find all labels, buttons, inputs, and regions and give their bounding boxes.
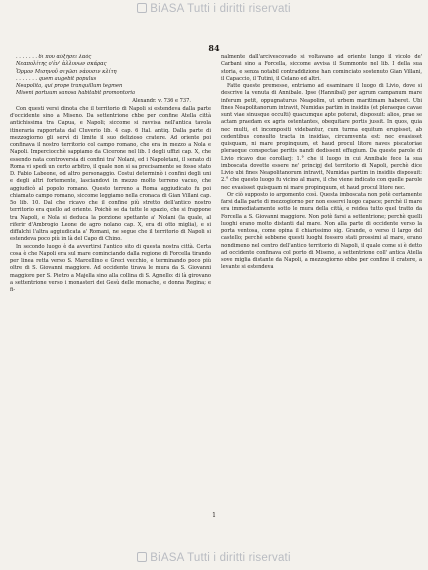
verse-citation: Alexandr. v. 736 e 737.	[132, 97, 191, 104]
watermark-logo-icon	[137, 3, 147, 13]
verse-line: Νεαπολίτης ο'ἐν' ἀλλυνων σκάρας	[16, 61, 107, 68]
verse-line: . . . . . . . δι που αὐξήσει λαὸς	[16, 54, 92, 60]
signature-mark: 1	[212, 512, 216, 519]
paragraph: nalmente dall'arcivescovado si voltavano ad oriente lungo il vicolo de' Carbani sino a Forcella, siccome avvisa il Summonte nel lib. I della sua storia, e senza notabil contraddizione han cominciato sostenuto Gian Villani, il Capaccio, il Tutini, il Celano ed altri.	[221, 54, 422, 82]
right-column	[221, 54, 422, 534]
paragraph: In secondo luogo è da avvertirsi l'antico sito di questa nostra città. Certa cosa è che Napoli era sul mare cominciando dalla regione di Forcella tirando per linea retta verso S. Marcellino e Greci vecchio, e terminando poco più oltre di S. Giovanni maggiore. Ad occidente tirava le mura da S. Giovanni maggiore per S. Pietro a Majella sino alla collina di S. Agnello: di là girovano a settentrione verso i monasteri dei Gesù delle monache, e donna Regina; e fi-	[10, 243, 211, 293]
page-number: 84	[208, 43, 220, 53]
watermark-text: BiASA Tutti i diritti riservati	[150, 552, 291, 564]
paragraph: Or ciò supposto io argomento così. Questa imboscata non potè certamente farsi dalla parte di mezzogiorno per non esservi luogo capace; perchè il mare era immediatamente sotto le mura della città, e reidea tutto quel tratto da Forcella a S. Giovanni maggiore. Non potè farsi a settentrione; perchè quelli luoghi erano molto distanti dal mare. Non alla parte di occidente verso la porta ventosa, come opina il chiarissimo sig. Grande, o verso il largo del castello; perchè sebbene questi luoghi fossero stati prossimi al mare, erano nondimeno nel centro dell'antico territorio di Napoli, il quale come si è detto ad occidente confinava col porto di Miseno, a settentrione coll' antica Atella sove miglia distante da Napoli, a mezzogiorno ebbe per confine il cratere, a levante si estendeva	[221, 191, 422, 271]
watermark-top	[0, 3, 428, 15]
verse-line: Ὄρμον Μισηνοῦ σιγῶσι νάουσιν κλίτη	[16, 68, 117, 75]
text-columns	[10, 54, 422, 534]
paragraph: Fatte queste premesse, entriamo ad esaminare il luogo di Livio, dove si descrive la venuta di Annibale. Ipse (Hannibal) per agrum campanum mare inferum petit, oppugnaturus Neapolim, ut urbem maritimam haberet. Ubi fines Neapolitanorum intravit, Numidas partim in insidiis (et pleraeque cavae sunt viae sinusque occulti) quacumque apte poterat, disposuit: alios, prae se actam praedam ex agris ostentantes, obequitare portis jussit. In quos, quia nec multi, et incompositi videbantur, cum turma equitum erupisset, ab cedentibus consulto tracta in insidias, circumventa est: nec evasisset quisquam, ni mare propinquum, et haud procul litore naves piscatoriae pleraeque conspectae peritis nandi dedissent effugium. Da queste parole di Livio ricavo due corollarj: 1.° che il luogo in cui Annibale fece la sua imboscata dovette essere ne' principj del territorio di Napoli, perchè dice Livio ubi fines Neapolitanorum intravit, Numidas partim in insidiis disposuit: 2.° che questo luogo fu vicino al mare, il che viene indicato con quelle parole nec evasisset quisquam ni mare propinquum, et haud procul litore nec.	[221, 83, 422, 191]
verse-line: . . . . . . . quem augebit populus	[16, 75, 97, 82]
watermark-bottom	[0, 552, 428, 564]
paragraph: Con questi versi dinota che il territorio di Napoli si estendeva dalla parte d'occidente sino a Miseno. Da settentrione chbe per confine Atella città antichissima tra Capua, e Napoli; siccome si ravvisa nell'antica tavola itineraria rapportata dal Cluverio lib. 4 cap. 6 Ital. antiq. Dalla parte di mezzogiorno gli servì di limite il suo delizioso cratere. Ad oriente poi confinava il nostro territorio col campo romano, che era in mezzo a Nola e Napoli. Imperciocchè sappiamo da Cicerone nel lib. I degli uffizi cap. X, che essendo nata controversia di confini tra' Nolani, ed i Napoletani, il senato di Roma vi spedì un certo arbitro, il quale non si sa precisamente se fosse stato D. Fabio Labeone, od altro personaggio. Costui determinò i confini degli uni e degli altri fortemente, lasciandovi in mezzo molto terreno vacuo, che aggiudicò al popolo romano. Questo terreno a Roma aggiudicato fu poi chiamato campo romano, siccome leggiamo nella cronaca di Gian Villani cap. 5o lib. 10. Dal che ricavo che il confine più stretto dell'antico nostro territorio era quello ad oriente. Poichè se da tutte le spazio, che si frappone tra Napoli, e Nola si deduca la porzione spettante a' Nolani (la quale, al riferir d'Ambrogio Leone de agro nolano cap. X, era di otto miglia), e si diffalchi l'altra aggiudicata a' Romani, ne segue che il territorio di Napoli si estendeva poco più in là del Capo di Chino.	[10, 105, 211, 243]
watermark-logo-icon	[137, 552, 147, 562]
left-column	[10, 54, 211, 534]
verse-line: Miseni portuum sanosa habitabit promontoria	[16, 90, 136, 97]
watermark-text: BiASA Tutti i diritti riservati	[150, 3, 291, 15]
verse-line: Neapolita, qui prope tranquillum tegmen	[16, 83, 123, 89]
greek-latin-quotation	[16, 54, 211, 105]
